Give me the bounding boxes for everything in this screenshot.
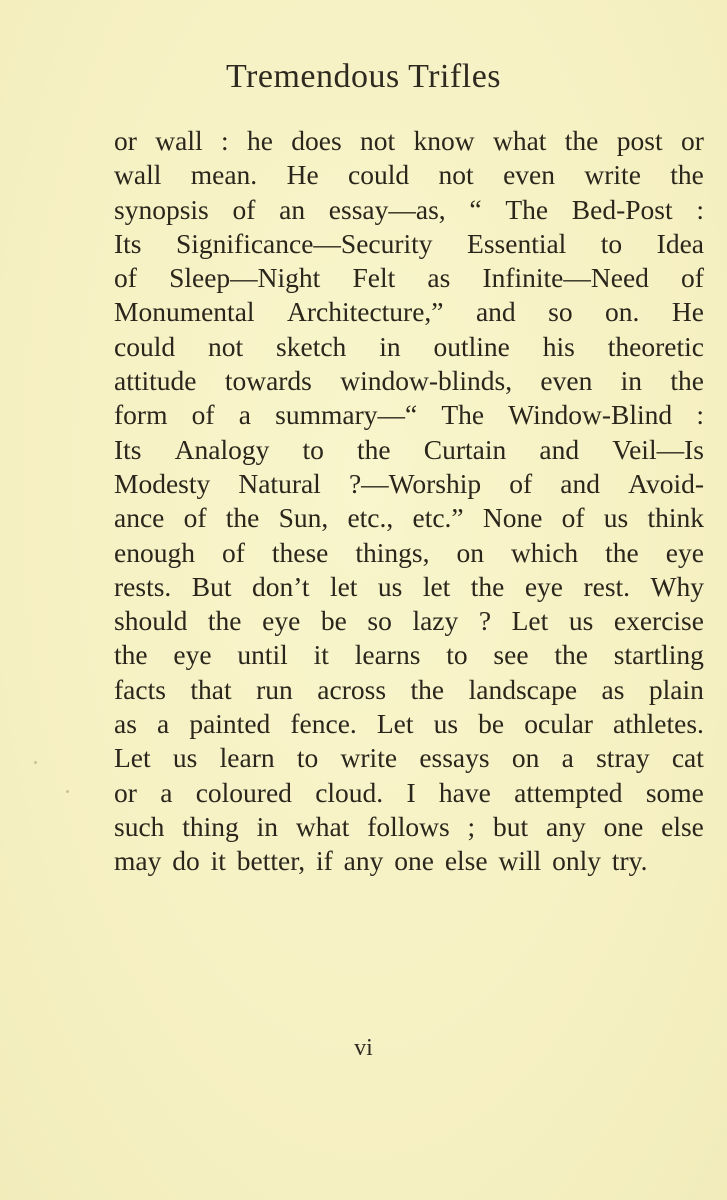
word: essays xyxy=(419,742,490,774)
word: : xyxy=(696,193,704,225)
word: the xyxy=(357,433,391,465)
text-line xyxy=(114,467,704,501)
word: Natural xyxy=(238,467,321,499)
word: cloud. xyxy=(315,776,384,808)
word: the xyxy=(225,502,260,534)
word: : xyxy=(220,125,229,156)
word: across xyxy=(317,673,387,705)
word: think xyxy=(647,502,704,534)
word: enough xyxy=(114,536,195,568)
word: on xyxy=(456,536,484,568)
word: so xyxy=(367,605,392,637)
word: a xyxy=(561,742,574,774)
word: Architecture,” xyxy=(287,296,444,328)
word: ; xyxy=(467,810,476,842)
text-line xyxy=(114,673,704,707)
word: Felt xyxy=(352,262,396,294)
text-line xyxy=(114,638,704,672)
word: painted xyxy=(189,708,271,740)
word: he xyxy=(246,125,273,156)
text-line xyxy=(114,810,704,844)
text-line xyxy=(114,433,704,467)
word: such xyxy=(114,810,165,842)
word: Analogy xyxy=(174,433,270,465)
word: else xyxy=(661,810,704,842)
word: write xyxy=(340,742,398,774)
word: stray xyxy=(596,742,650,774)
paper-speck xyxy=(34,761,37,764)
word: attitude xyxy=(114,365,197,397)
text-line xyxy=(114,295,704,329)
word: know xyxy=(413,125,475,156)
word: Infinite—Need xyxy=(482,262,649,294)
word: which xyxy=(510,536,579,568)
word: does xyxy=(291,125,342,156)
word: could xyxy=(114,330,176,362)
word: of xyxy=(221,536,245,568)
word: on xyxy=(511,742,540,774)
running-head: Tremendous Trifles xyxy=(225,58,502,95)
word: in xyxy=(256,810,279,842)
word: fence. xyxy=(290,708,357,740)
word: Let xyxy=(376,708,414,740)
word: so xyxy=(548,296,573,328)
text-line xyxy=(114,364,704,398)
word: but xyxy=(493,810,529,842)
word: should xyxy=(114,605,188,637)
word: in xyxy=(379,330,401,362)
word: to xyxy=(446,639,468,671)
word: Its xyxy=(114,227,142,259)
word: Veil—Is xyxy=(612,433,704,465)
word: summary—“ xyxy=(275,399,418,431)
word: mean. xyxy=(190,159,258,191)
text-line xyxy=(114,261,704,295)
word: rests. xyxy=(114,570,172,602)
word: None xyxy=(482,502,543,534)
word: ocular xyxy=(524,708,593,740)
word: eye xyxy=(665,536,704,568)
word: not xyxy=(438,159,474,191)
word: follows xyxy=(367,810,450,842)
word: coloured xyxy=(195,776,292,808)
word: Sun, xyxy=(278,502,329,534)
word: essay—as, xyxy=(328,193,446,225)
word: a xyxy=(160,776,173,808)
word: or xyxy=(114,125,137,156)
word: facts xyxy=(114,673,166,705)
word: the xyxy=(207,605,242,637)
word: even xyxy=(503,159,555,191)
word: He xyxy=(286,159,319,191)
word: be xyxy=(478,708,505,740)
word: ance xyxy=(114,502,165,534)
word: “ xyxy=(469,193,482,225)
word: wall xyxy=(155,125,203,156)
word: rest. xyxy=(583,570,631,602)
word: He xyxy=(671,296,704,328)
word: startling xyxy=(613,639,704,671)
word: let xyxy=(422,570,451,602)
word: attempted xyxy=(514,776,623,808)
word: that xyxy=(190,673,232,705)
word: of xyxy=(509,467,533,499)
word: Why xyxy=(650,570,704,602)
word: lazy xyxy=(412,605,459,637)
text-line xyxy=(114,604,704,638)
word: as xyxy=(427,262,451,294)
word: theoretic xyxy=(607,330,704,362)
word: have xyxy=(438,776,491,808)
paper-speck xyxy=(66,790,69,793)
word: thing xyxy=(182,810,239,842)
word: us xyxy=(377,570,403,602)
word: a xyxy=(157,708,170,740)
word: of xyxy=(191,399,215,431)
word: to xyxy=(296,742,319,774)
text-line xyxy=(114,776,704,810)
word: as xyxy=(601,673,625,705)
word: Modesty xyxy=(114,467,211,499)
word: as xyxy=(114,708,137,740)
word: of xyxy=(681,262,704,294)
word: us xyxy=(603,502,629,534)
word: to xyxy=(302,433,324,465)
word: learn xyxy=(219,742,275,774)
word: of xyxy=(561,502,585,534)
word: the xyxy=(470,570,505,602)
text-line xyxy=(114,193,704,227)
word: these xyxy=(271,536,329,568)
word: Idea xyxy=(656,227,704,259)
word: Essential xyxy=(467,227,567,259)
word: landscape xyxy=(468,673,578,705)
word: post xyxy=(616,125,663,156)
text-line xyxy=(114,398,704,432)
word: and xyxy=(560,467,601,499)
word: Let xyxy=(511,605,549,637)
text-line xyxy=(114,741,704,775)
word: synopsis xyxy=(114,193,209,225)
word: let xyxy=(329,570,358,602)
word: etc., xyxy=(347,502,394,534)
word: the xyxy=(410,673,445,705)
word: not xyxy=(360,125,396,156)
word: until xyxy=(237,639,288,671)
word: in xyxy=(620,365,643,397)
word: one xyxy=(603,810,644,842)
word: or xyxy=(114,776,137,808)
text-line xyxy=(114,536,704,570)
word: the xyxy=(670,365,704,397)
word: to xyxy=(600,227,623,259)
word: don’t xyxy=(251,570,310,602)
text-line xyxy=(114,124,704,158)
word: Its xyxy=(114,433,142,465)
word: Curtain xyxy=(423,433,507,465)
word: things, xyxy=(355,536,430,568)
word: eye xyxy=(262,605,301,637)
word: of xyxy=(183,502,207,534)
word: his xyxy=(542,330,575,362)
word: Sleep—Night xyxy=(169,262,321,294)
word: Window-Blind xyxy=(508,399,673,431)
word: form xyxy=(114,399,168,431)
word: the xyxy=(554,639,588,671)
word: plain xyxy=(648,673,704,705)
word: and xyxy=(475,296,516,328)
word: sketch xyxy=(276,330,347,362)
word: any xyxy=(546,810,586,842)
word: on. xyxy=(605,296,640,328)
word: us xyxy=(568,605,594,637)
word: exercise xyxy=(613,605,704,637)
word: us xyxy=(172,742,198,774)
word: window-blinds, xyxy=(340,365,513,397)
text-line xyxy=(114,570,704,604)
text-line xyxy=(114,227,704,261)
word: Monumental xyxy=(114,296,255,328)
word: Avoid- xyxy=(628,467,704,499)
word: or xyxy=(680,125,704,156)
word: Significance—Security xyxy=(175,227,433,259)
word: could xyxy=(348,159,410,191)
word: the xyxy=(605,536,639,568)
word: some xyxy=(645,776,704,808)
word: write xyxy=(584,159,641,191)
word: cat xyxy=(671,742,704,774)
word: a xyxy=(238,399,251,431)
word: I xyxy=(406,776,416,808)
word: us xyxy=(433,708,459,740)
word: The xyxy=(441,399,485,431)
word: Bed-Post xyxy=(571,193,673,225)
word: But xyxy=(191,570,232,602)
text-line xyxy=(114,501,704,535)
word: of xyxy=(114,262,137,294)
word: etc.” xyxy=(412,502,464,534)
word: athletes. xyxy=(613,708,704,740)
word: eye xyxy=(524,570,563,602)
page-number: vi xyxy=(354,1035,373,1061)
word: it xyxy=(313,639,329,671)
word: an xyxy=(279,193,306,225)
word: not xyxy=(208,330,244,362)
word: what xyxy=(295,810,350,842)
word: and xyxy=(539,433,580,465)
body-text xyxy=(114,124,704,879)
word: the xyxy=(670,159,704,191)
word: see xyxy=(493,639,529,671)
word: eye xyxy=(173,639,212,671)
word: even xyxy=(540,365,593,397)
word: what xyxy=(492,125,547,156)
word: the xyxy=(114,639,148,671)
word: outline xyxy=(433,330,510,362)
word: be xyxy=(320,605,347,637)
word: Let xyxy=(114,742,151,774)
text-line xyxy=(114,707,704,741)
text-line: may do it better, if any one else will only try. xyxy=(114,845,648,877)
word: ?—Worship xyxy=(348,467,482,499)
word: of xyxy=(232,193,256,225)
word: wall xyxy=(114,159,162,191)
word: learns xyxy=(354,639,421,671)
text-line xyxy=(114,330,704,364)
word: ? xyxy=(478,605,492,637)
word: the xyxy=(564,125,599,156)
text-line xyxy=(114,158,704,192)
word: towards xyxy=(224,365,312,397)
word: run xyxy=(256,673,293,705)
word: The xyxy=(505,193,549,225)
word: : xyxy=(696,399,704,431)
